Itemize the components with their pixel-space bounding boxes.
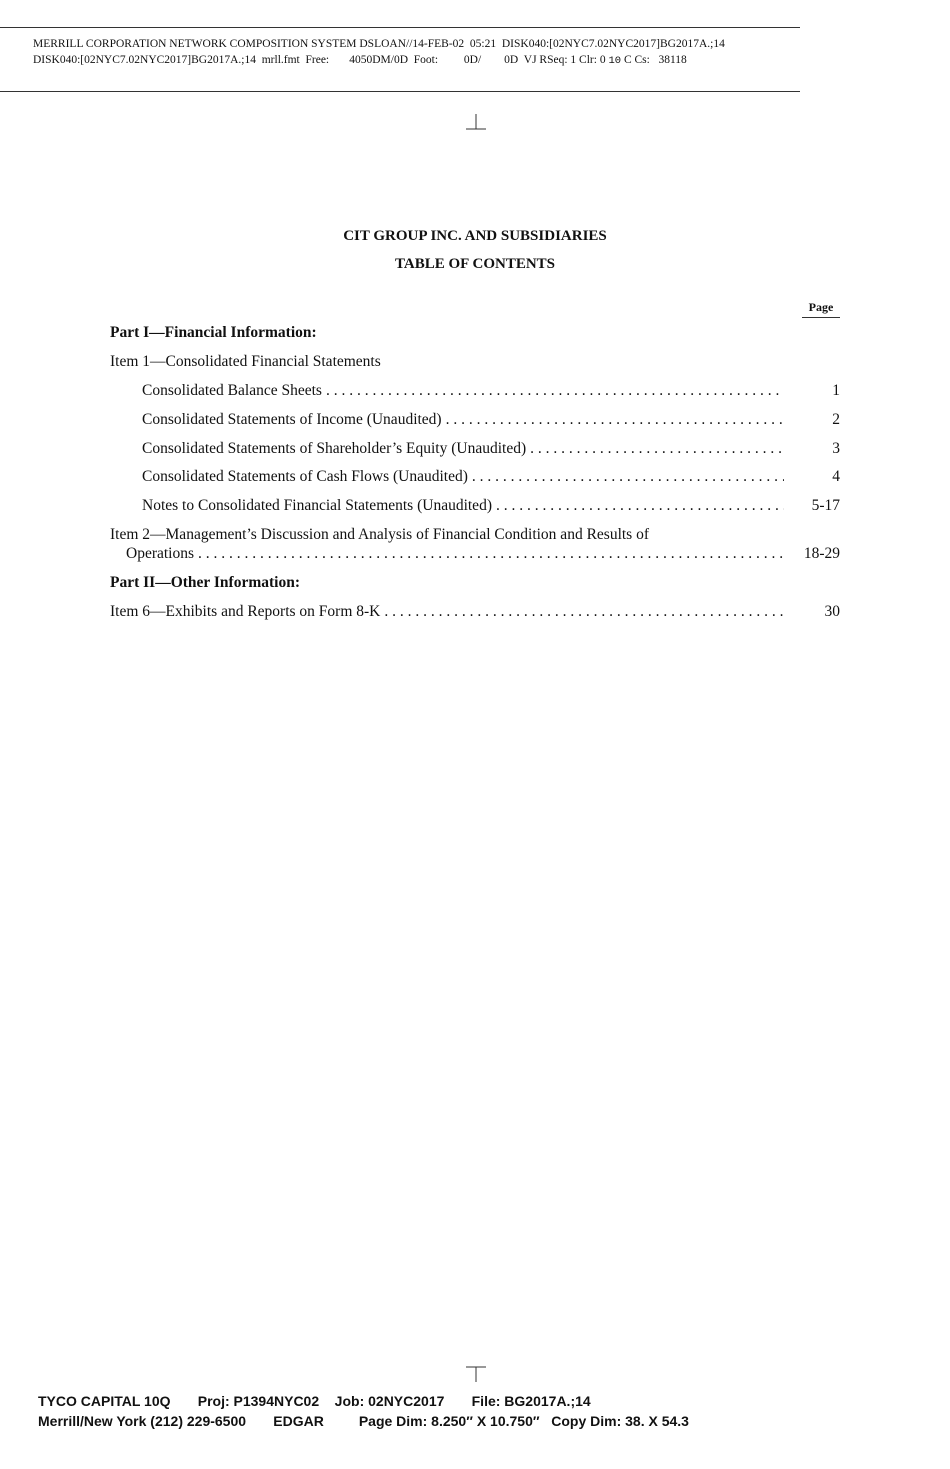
top-crop-mark-icon (466, 114, 486, 130)
toc-entry-mdna[interactable] (110, 544, 840, 564)
part-1-heading: Part I—Financial Information: (110, 324, 317, 341)
leader-dots (446, 410, 784, 430)
toc-title: TABLE OF CONTENTS (394, 256, 556, 272)
bottom-crop-mark-icon (466, 1366, 486, 1382)
toc-entry-label: Consolidated Statements of Income (Unaudited) (142, 411, 442, 428)
header-bottom-rule (0, 91, 800, 92)
header-line-2a: DISK040:[02NYC7.02NYC2017]BG2017A.;14 mrll.fmt Free: 4050DM/0D Foot: 0D/ 0D VJ RSeq: 1 Clr: 0 (33, 54, 609, 66)
header-line-2b: C Cs: 38118 (621, 54, 687, 66)
toc-entry-page: 2 (832, 411, 840, 428)
toc-entry-page: 5-17 (811, 497, 840, 514)
toc-entry-page: 4 (832, 468, 840, 485)
toc-entry-label: Notes to Consolidated Financial Statements (Unaudited) (142, 497, 492, 514)
toc-entry-page: 3 (832, 440, 840, 457)
composition-header (33, 36, 725, 69)
leader-dots (496, 496, 784, 516)
toc-entry-page: 1 (832, 382, 840, 399)
leader-dots (384, 602, 784, 622)
company-name: CIT GROUP INC. AND SUBSIDIARIES (343, 228, 607, 244)
toc-entry-notes[interactable] (110, 496, 840, 516)
part-2-heading: Part II—Other Information: (110, 574, 300, 591)
toc-entry-label: Consolidated Statements of Cash Flows (Unaudited) (142, 468, 468, 485)
leader-dots (472, 467, 784, 487)
footer-line-2: Merrill/New York (212) 229-6500 EDGAR Page Dim: 8.250″ X 10.750″ Copy Dim: 38. X 54.3 (38, 1413, 689, 1429)
header-top-rule (0, 27, 800, 28)
header-line-2-mono: 10 (608, 55, 622, 67)
leader-dots (326, 381, 784, 401)
header-line-1: MERRILL CORPORATION NETWORK COMPOSITION SYSTEM DSLOAN//14-FEB-02 05:21 DISK040:[02NYC7.02NYC2017]BG2017A.;14 (33, 38, 725, 50)
toc-entry-label: Consolidated Balance Sheets (142, 382, 322, 399)
footer-line-1: TYCO CAPITAL 10Q Proj: P1394NYC02 Job: 02NYC2017 File: BG2017A.;14 (38, 1393, 591, 1409)
toc-entry-page: 30 (824, 603, 840, 620)
page-column-label: Page (802, 300, 840, 318)
toc-entry-income[interactable] (110, 410, 840, 430)
toc-entry-item-6[interactable] (110, 602, 840, 622)
toc-entry-label: Item 6—Exhibits and Reports on Form 8-K (110, 603, 381, 620)
toc-entry-page: 18-29 (803, 545, 840, 562)
toc-entry-label: Consolidated Statements of Shareholder’s Equity (Unaudited) (142, 440, 527, 457)
item-2-heading-line-1: Item 2—Management’s Discussion and Analysis of Financial Condition and Results of (110, 526, 649, 543)
toc-entry-label: Operations (126, 545, 195, 562)
toc-entry-equity[interactable] (110, 439, 840, 459)
leader-dots (530, 439, 784, 459)
leader-dots (198, 544, 784, 564)
item-1-heading: Item 1—Consolidated Financial Statements (110, 353, 381, 370)
toc-entry-cash-flows[interactable] (110, 467, 840, 487)
toc-entry-balance-sheets[interactable] (110, 381, 840, 401)
